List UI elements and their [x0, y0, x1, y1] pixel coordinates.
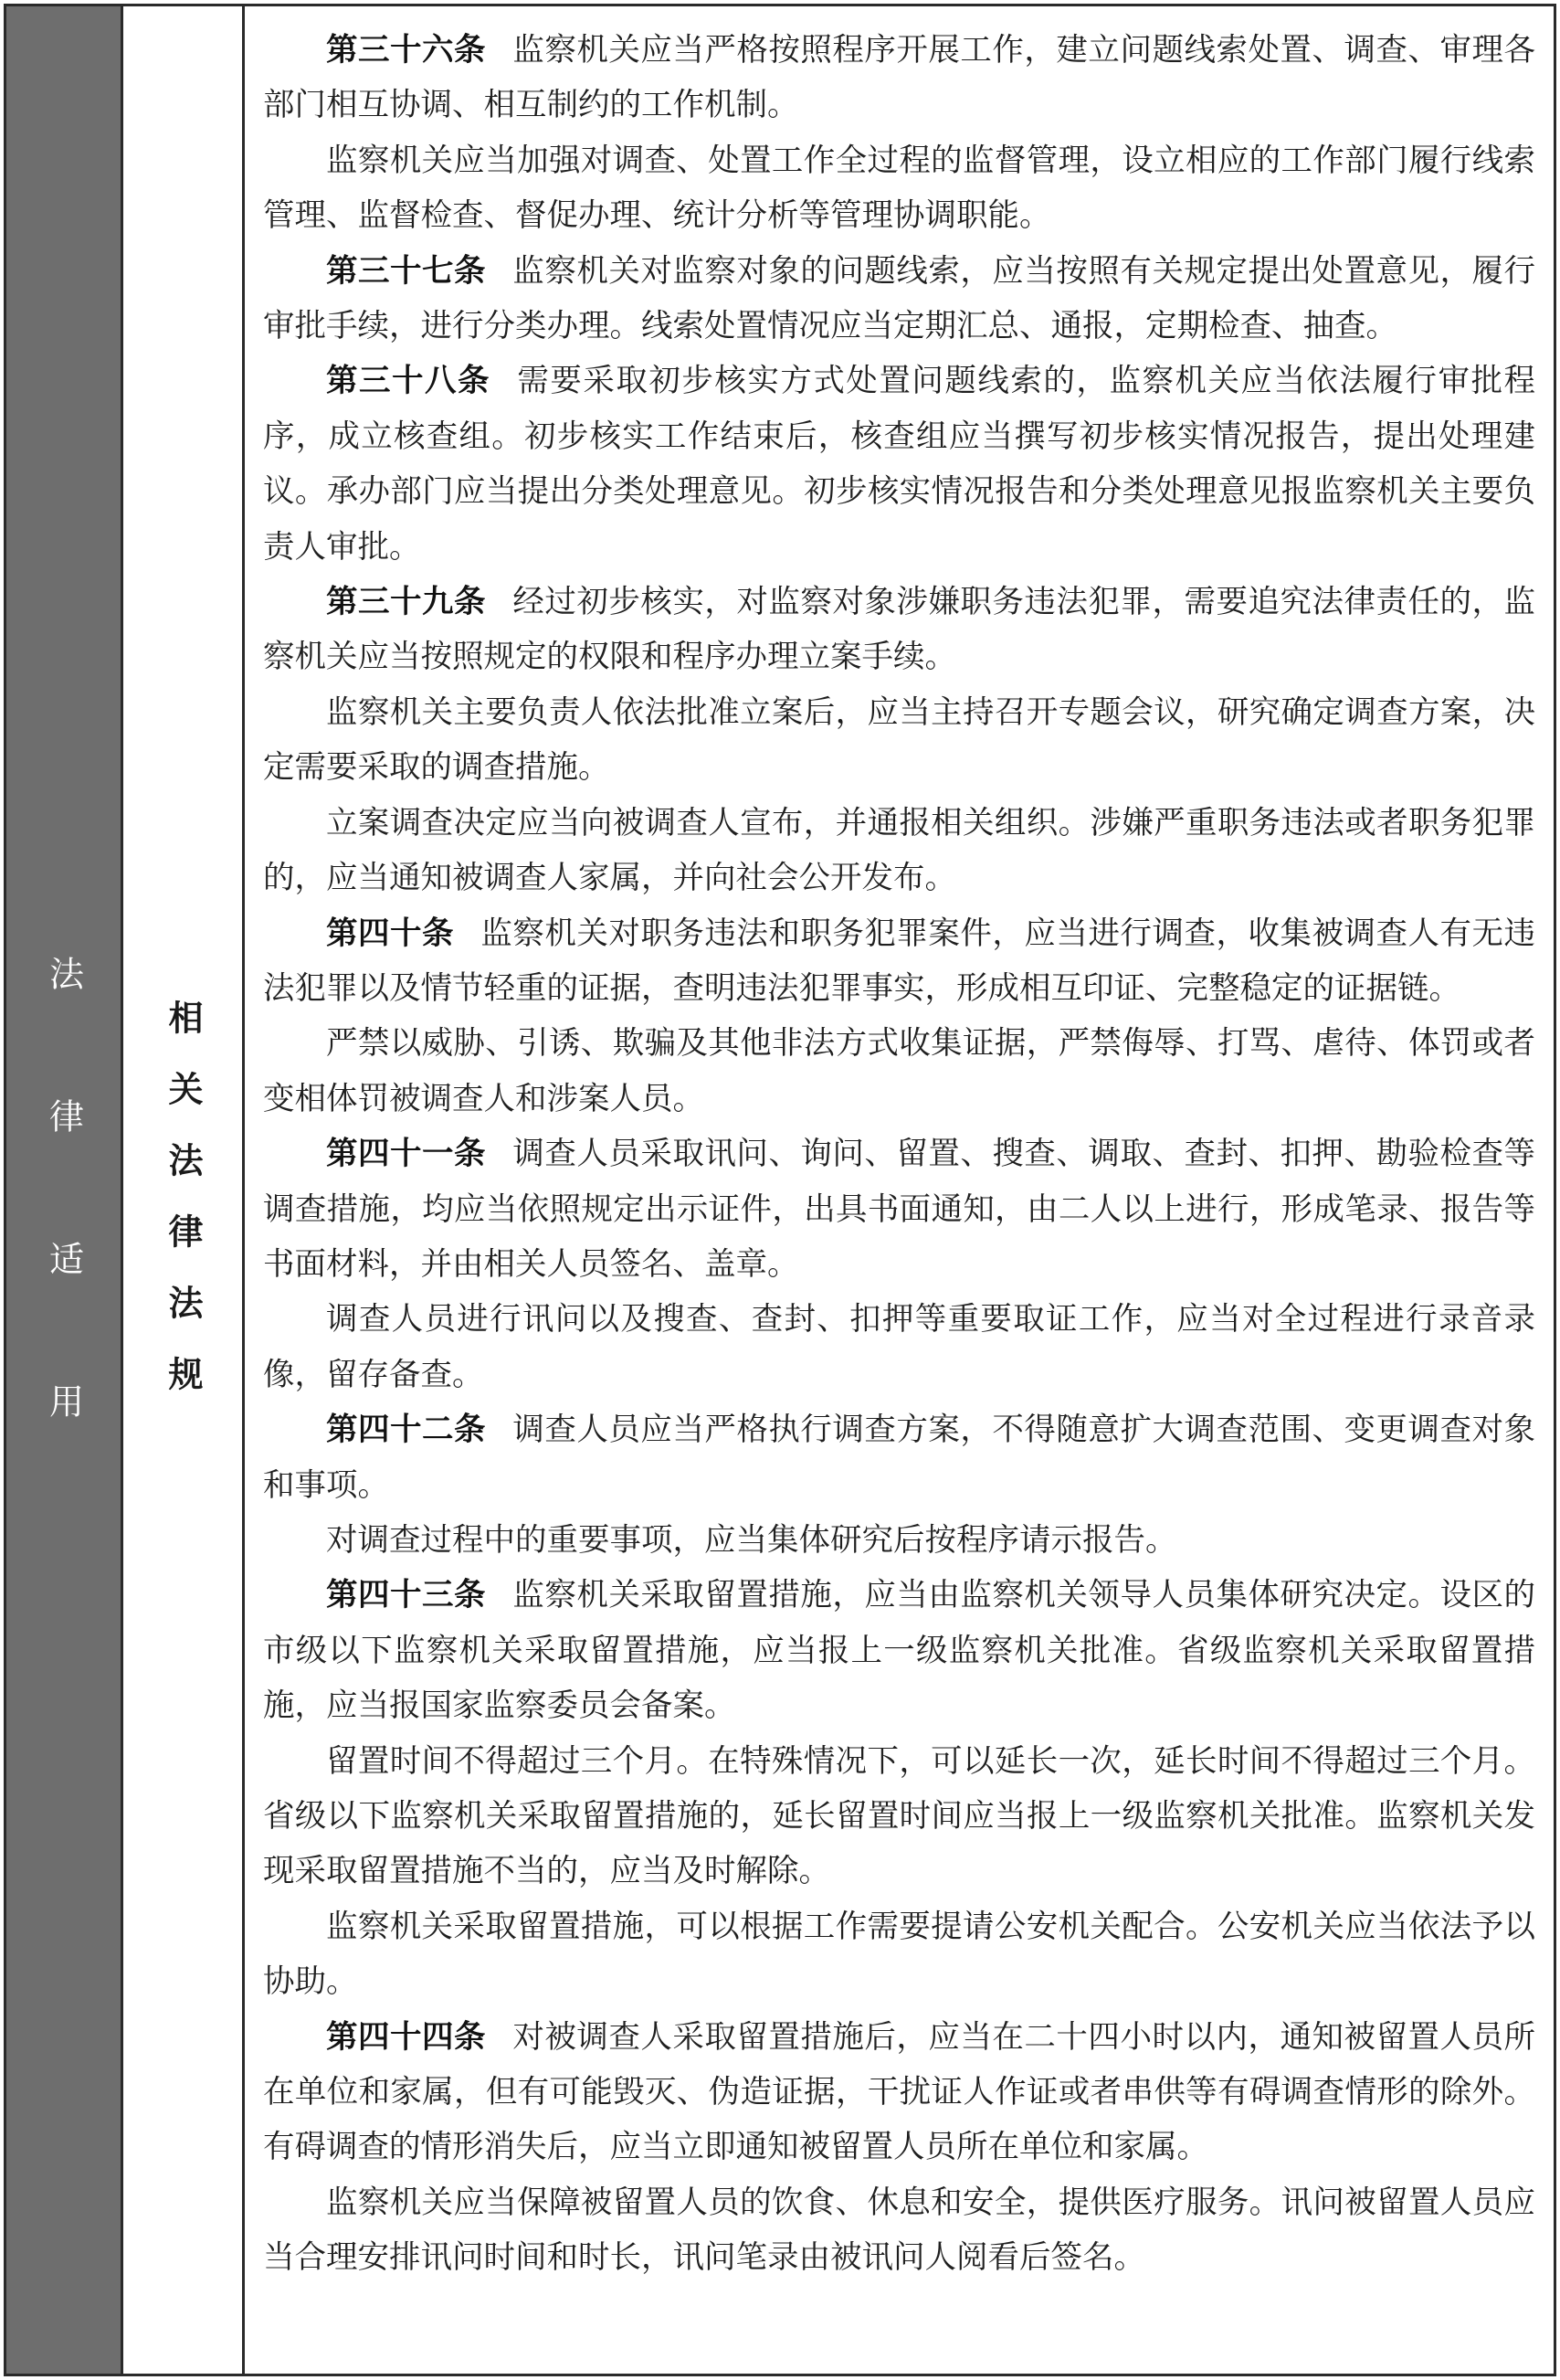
paragraph [263, 2175, 1535, 2286]
paragraph-text: 监察机关应当严格按照程序开展工作，建立问题线索处置、调查、审理各部门相互协调、相互制约的工作机制。 [263, 32, 1536, 124]
paragraph-text: 监察机关应当加强对调查、处置工作全过程的监督管理，设立相应的工作部门履行线索管理、监督检查、督促办理、统计分析等管理协调职能。 [263, 142, 1535, 235]
paragraph [263, 575, 1535, 685]
subcategory-column [123, 6, 245, 2374]
paragraph-text: 经过初步核实，对监察对象涉嫌职务违法犯罪，需要追究法律责任的，监察机关应当按照规定的权限和程序办理立案手续。 [263, 584, 1536, 676]
paragraph-text: 对调查过程中的重要事项，应当集体研究后按程序请示报告。 [326, 1521, 1177, 1559]
paragraph [263, 906, 1535, 1017]
paragraph-text: 监察机关对监察对象的问题线索，应当按照有关规定提出处置意见，履行审批手续，进行分类办理。线索处置情况应当定期汇总、通报，定期检查、抽查。 [263, 252, 1536, 345]
paragraph-text: 调查人员采取讯问、询问、留置、搜查、调取、查封、扣押、勘验检查等调查措施，均应当依照规定出示证件，出具书面通知，由二人以上进行，形成笔录、报告等书面材料，并由相关人员签名、盖章。 [263, 1136, 1536, 1283]
paragraph [263, 1016, 1535, 1127]
paragraph-text: 调查人员应当严格执行调查方案，不得随意扩大调查范围、变更调查对象和事项。 [263, 1412, 1536, 1504]
paragraph-text: 监察机关采取留置措施，可以根据工作需要提请公安机关配合。公安机关应当依法予以协助。 [263, 1908, 1535, 2001]
paragraph [263, 1127, 1535, 1292]
paragraph [263, 685, 1535, 796]
paragraph-text: 对被调查人采取留置措施后，应当在二十四小时以内，通知被留置人员所在单位和家属，但有可能毁灭、伪造证据，干扰证人作证或者串供等有碍调查情形的除外。有碍调查的情形消失后，应当立即通知被留置人员所在单位和家属。 [263, 2018, 1536, 2166]
paragraph-text: 调查人员进行讯问以及搜查、查封、扣押等重要取证工作，应当对全过程进行录音录像，留存备查。 [263, 1301, 1535, 1393]
paragraph [263, 1402, 1535, 1513]
paragraph-text: 监察机关采取留置措施，应当由监察机关领导人员集体研究决定。设区的市级以下监察机关采取留置措施，应当报上一级监察机关批准。省级监察机关采取留置措施，应当报国家监察委员会备案。 [263, 1577, 1536, 1725]
paragraph [263, 244, 1535, 354]
category-label: 法律适用 [43, 955, 84, 1526]
paragraph-text: 立案调查决定应当向被调查人宣布，并通报相关组织。涉嫌严重职务违法或者职务犯罪的，应当通知被调查人家属，并向社会公开发布。 [263, 804, 1535, 897]
paragraph [263, 1292, 1535, 1402]
paragraph-text: 监察机关应当保障被留置人员的饮食、休息和安全，提供医疗服务。讯问被留置人员应当合理安排讯问时间和时长，讯问笔录由被讯问人阅看后签名。 [263, 2184, 1535, 2277]
paragraph [263, 1513, 1535, 1568]
article-number: 第三十六条 [326, 32, 487, 69]
article-number: 第四十四条 [326, 2018, 487, 2056]
paragraph [263, 1734, 1535, 1899]
paragraph [263, 1899, 1535, 2010]
paragraph-text: 需要采取初步核实方式处置问题线索的，监察机关应当依法履行审批程序，成立核查组。初步核实工作结束后，核查组应当撰写初步核实情况报告，提出处理建议。承办部门应当提出分类处理意见。初步核实情况报告和分类处理意见报监察机关主要负责人审批。 [263, 363, 1536, 566]
paragraph [263, 133, 1535, 244]
paragraph-text: 留置时间不得超过三个月。在特殊情况下，可以延长一次，延长时间不得超过三个月。省级以下监察机关采取留置措施的，延长留置时间应当报上一级监察机关批准。监察机关发现采取留置措施不当的，应当及时解除。 [263, 1742, 1535, 1890]
paragraph [263, 1568, 1535, 1733]
paragraph-text: 监察机关主要负责人依法批准立案后，应当主持召开专题会议，研究确定调查方案，决定需要采取的调查措施。 [263, 693, 1535, 787]
article-number: 第四十二条 [326, 1412, 487, 1449]
content-column [245, 6, 1554, 2374]
paragraph-text: 监察机关对职务违法和职务犯罪案件，应当进行调查，收集被调查人有无违法犯罪以及情节轻重的证据，查明违法犯罪事实，形成相互印证、完整稳定的证据链。 [263, 915, 1536, 1007]
article-number: 第四十三条 [326, 1577, 487, 1614]
category-column [6, 6, 123, 2374]
article-number: 第三十七条 [326, 252, 487, 290]
page-frame [4, 4, 1556, 2376]
paragraph [263, 796, 1535, 906]
article-number: 第四十条 [326, 915, 455, 952]
paragraph [263, 23, 1535, 133]
article-number: 第三十九条 [326, 584, 487, 621]
paragraph [263, 2010, 1535, 2175]
subcategory-label: 相关法律法规 [163, 999, 203, 1427]
article-number: 第三十八条 [326, 363, 491, 400]
paragraph-text: 严禁以威胁、引诱、欺骗及其他非法方式收集证据，严禁侮辱、打骂、虐待、体罚或者变相体罚被调查人和涉案人员。 [263, 1025, 1535, 1117]
paragraph [263, 354, 1535, 575]
article-number: 第四十一条 [326, 1136, 487, 1173]
